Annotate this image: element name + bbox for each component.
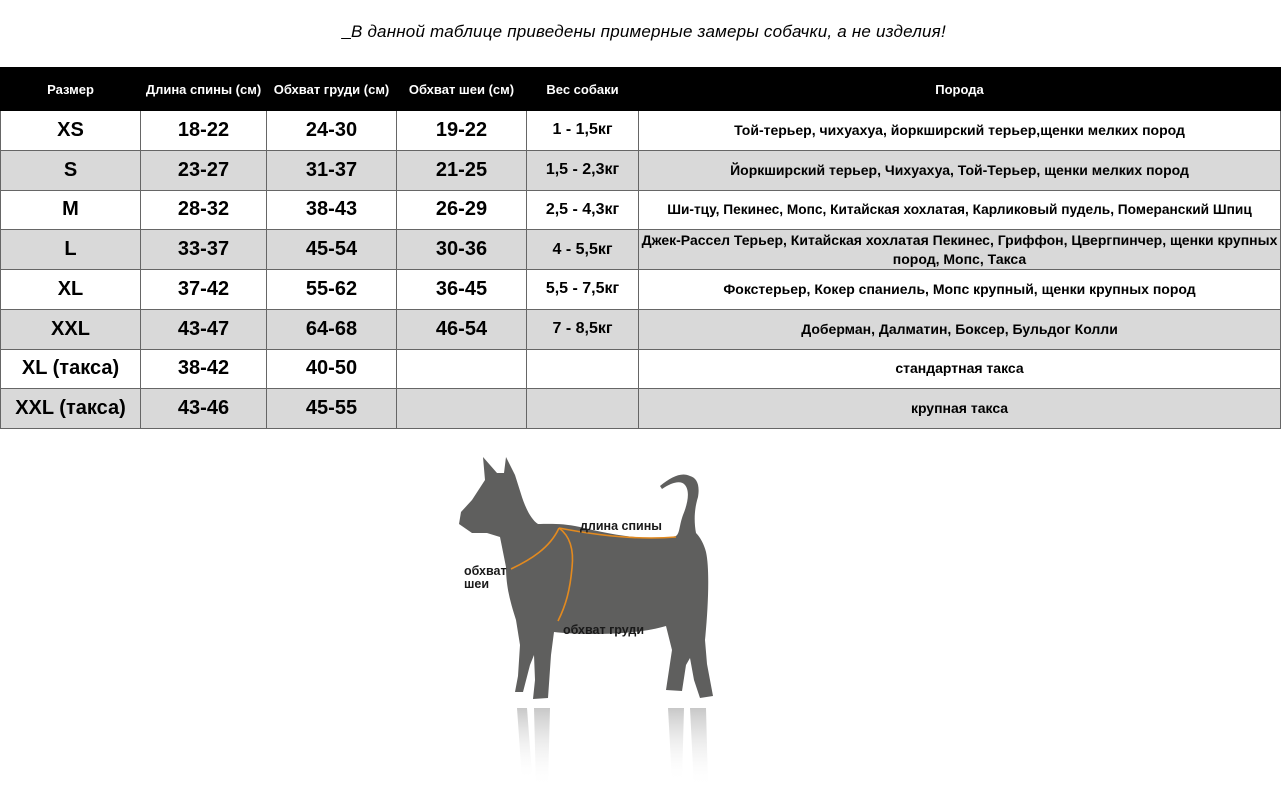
table-row-s xyxy=(1,150,1281,190)
size-cell: L xyxy=(1,230,141,270)
size-chart-table xyxy=(0,67,1281,429)
neck-girth-cell: 36-45 xyxy=(397,270,527,310)
back-length-cell: 28-32 xyxy=(141,190,267,230)
header-back-length: Длина спины (см) xyxy=(141,68,267,111)
weight-cell: 1 - 1,5кг xyxy=(527,111,639,151)
chest-girth-cell: 40-50 xyxy=(267,349,397,389)
header-size: Размер xyxy=(1,68,141,111)
neck-girth-cell: 30-36 xyxy=(397,230,527,270)
back-length-cell: 43-46 xyxy=(141,389,267,429)
chest-girth-cell: 45-54 xyxy=(267,230,397,270)
neck-girth-cell: 46-54 xyxy=(397,309,527,349)
breed-cell: Джек-Рассел Терьер, Китайская хохлатая Пекинес, Гриффон, Цвергпинчер, щенки крупных пород, Мопс, Такса xyxy=(639,230,1281,270)
neck-girth-cell: 19-22 xyxy=(397,111,527,151)
neck-girth-cell: 26-29 xyxy=(397,190,527,230)
back-length-cell: 37-42 xyxy=(141,270,267,310)
header-chest-girth: Обхват груди (см) xyxy=(267,68,397,111)
weight-cell: 4 - 5,5кг xyxy=(527,230,639,270)
breed-cell: Той-терьер, чихуахуа, йоркширский терьер,щенки мелких пород xyxy=(639,111,1281,151)
size-cell: XL xyxy=(1,270,141,310)
weight-cell: 2,5 - 4,3кг xyxy=(527,190,639,230)
chest-girth-cell: 38-43 xyxy=(267,190,397,230)
weight-cell: 7 - 8,5кг xyxy=(527,309,639,349)
table-row-xl-dachshund xyxy=(1,349,1281,389)
size-cell: XS xyxy=(1,111,141,151)
back-length-cell: 43-47 xyxy=(141,309,267,349)
breed-cell: стандартная такса xyxy=(639,349,1281,389)
dog-figure xyxy=(0,440,1287,790)
weight-cell xyxy=(527,349,639,389)
size-cell: XL (такса) xyxy=(1,349,141,389)
chest-girth-cell: 24-30 xyxy=(267,111,397,151)
size-cell: XXL (такса) xyxy=(1,389,141,429)
breed-cell: Доберман, Далматин, Боксер, Бульдог Колли xyxy=(639,309,1281,349)
breed-cell: Фокстерьер, Кокер спаниель, Мопс крупный, щенки крупных пород xyxy=(639,270,1281,310)
back-length-cell: 38-42 xyxy=(141,349,267,389)
table-disclaimer-note xyxy=(0,22,1287,42)
chest-girth-cell: 31-37 xyxy=(267,150,397,190)
back-length-label: длина спины xyxy=(580,519,662,533)
chest-girth-cell: 45-55 xyxy=(267,389,397,429)
table-row-xs xyxy=(1,111,1281,151)
size-cell: S xyxy=(1,150,141,190)
neck-girth-cell xyxy=(397,349,527,389)
back-length-cell: 23-27 xyxy=(141,150,267,190)
breed-cell: крупная такса xyxy=(639,389,1281,429)
size-cell: M xyxy=(1,190,141,230)
table-row-xl xyxy=(1,270,1281,310)
breed-cell: Ши-тцу, Пекинес, Мопс, Китайская хохлатая, Карликовый пудель, Померанский Шпиц xyxy=(639,190,1281,230)
header-breed: Порода xyxy=(639,68,1281,111)
weight-cell: 1,5 - 2,3кг xyxy=(527,150,639,190)
chest-girth-cell: 55-62 xyxy=(267,270,397,310)
chest-girth-label: обхват груди xyxy=(563,623,644,637)
breed-cell: Йоркширский терьер, Чихуахуа, Той-Терьер, щенки мелких пород xyxy=(639,150,1281,190)
weight-cell: 5,5 - 7,5кг xyxy=(527,270,639,310)
header-neck-girth: Обхват шеи (см) xyxy=(397,68,527,111)
neck-girth-cell: 21-25 xyxy=(397,150,527,190)
table-row-xxl-dachshund xyxy=(1,389,1281,429)
chest-girth-cell: 64-68 xyxy=(267,309,397,349)
header-weight: Вес собаки xyxy=(527,68,639,111)
dog-measurement-diagram xyxy=(0,440,1287,790)
header-row xyxy=(1,68,1281,111)
dog-silhouette xyxy=(459,457,713,699)
neck-girth-label-line1: обхват xyxy=(464,564,507,578)
neck-girth-cell xyxy=(397,389,527,429)
table-row-xxl xyxy=(1,309,1281,349)
dog-reflection xyxy=(517,708,708,788)
back-length-cell: 18-22 xyxy=(141,111,267,151)
back-length-cell: 33-37 xyxy=(141,230,267,270)
weight-cell xyxy=(527,389,639,429)
size-cell: XXL xyxy=(1,309,141,349)
table-row-m xyxy=(1,190,1281,230)
neck-girth-label-line2: шеи xyxy=(464,577,490,591)
note-underline-lead xyxy=(341,22,351,41)
table-row-l xyxy=(1,230,1281,270)
note-text: В данной таблице приведены примерные замеры собачки, а не изделия! xyxy=(350,22,946,41)
